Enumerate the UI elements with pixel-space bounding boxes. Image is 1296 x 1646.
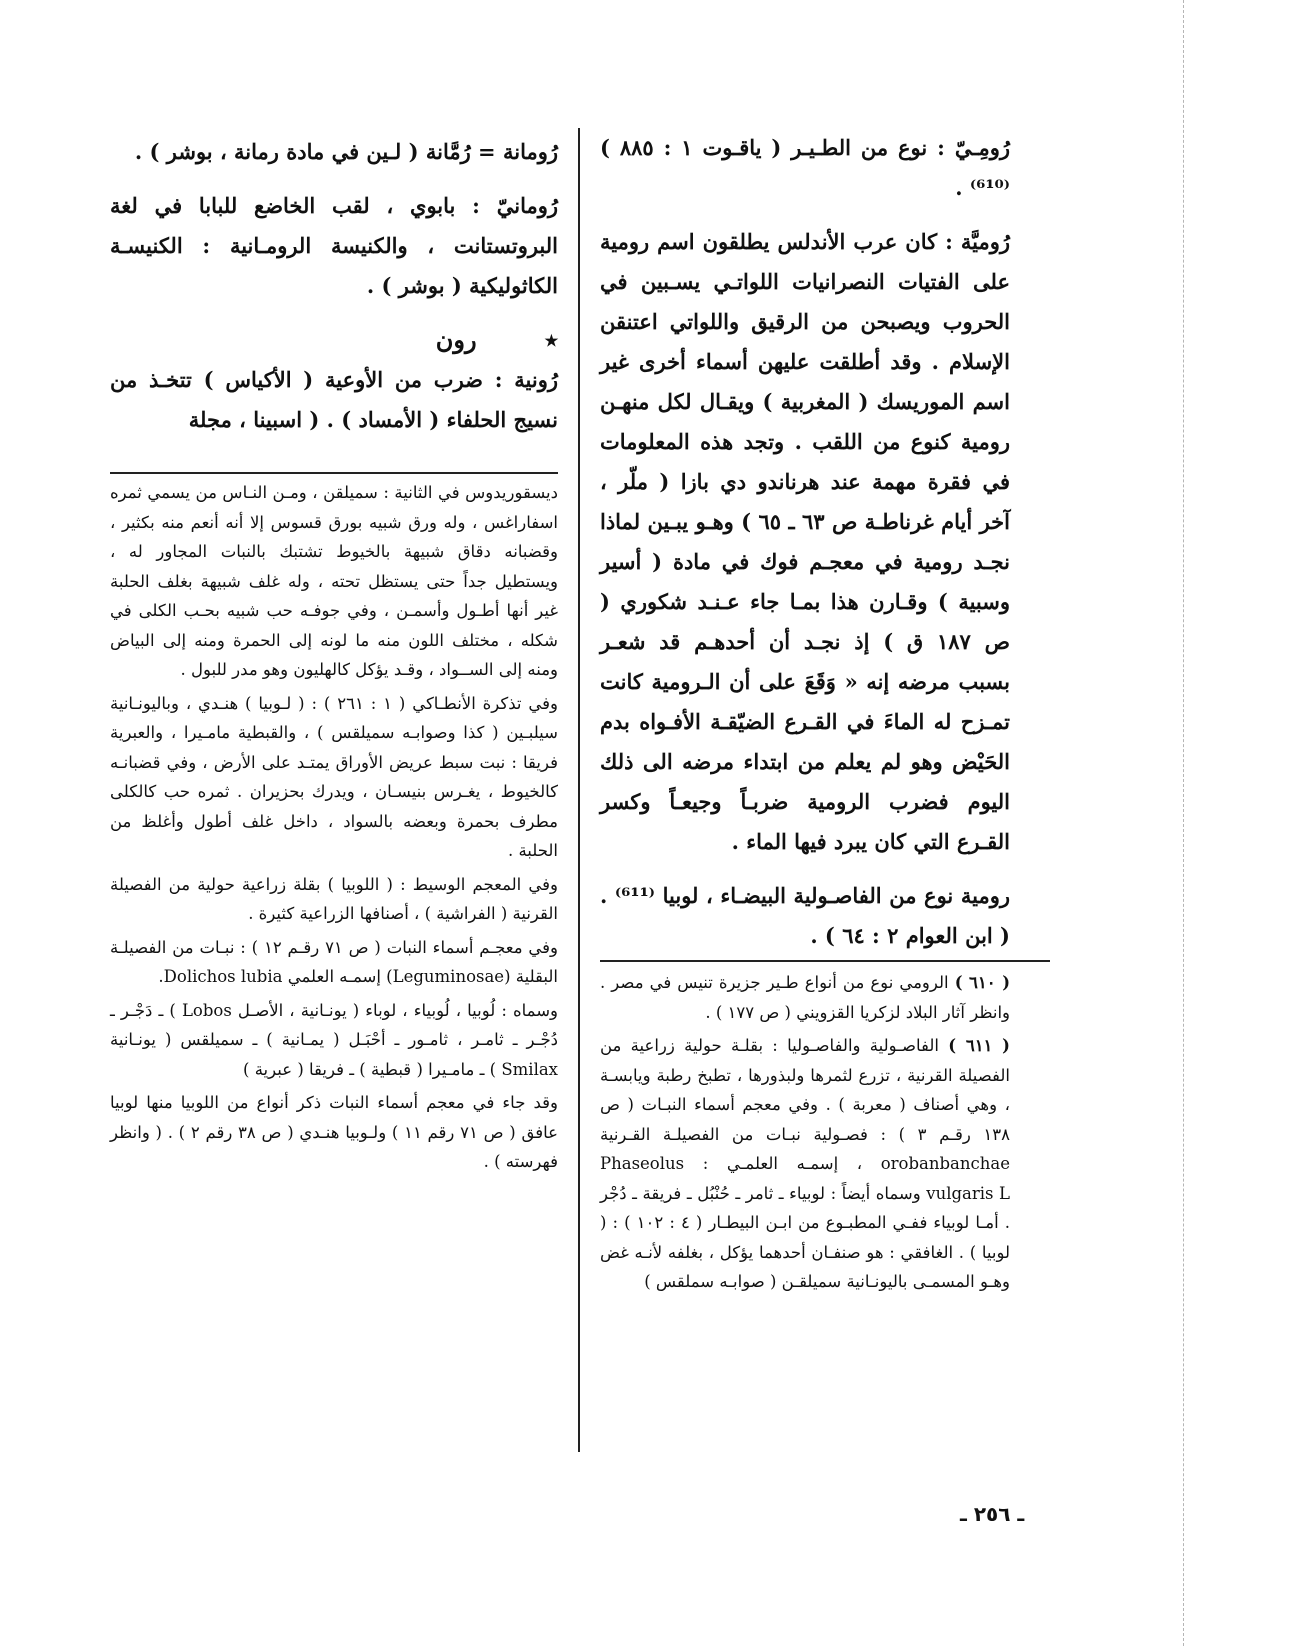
- entry-rumi: رُومِـيّ : نوع من الطـيـر ( ياقـوت ١ : ٨٨٥ ) ⁽⁶¹⁰⁾ .: [600, 135, 1011, 200]
- left-column-main: [110, 132, 558, 454]
- entry-rumani: رُومانيّ : بابوي ، لقب الخاضع للبابا في لغة البروتستانت ، والكنيسة الرومـانية : الكنيسـة الكاثوليكية ( بوشر ) .: [110, 193, 558, 298]
- footnote-number: ( ٦١٠ ): [954, 973, 1010, 992]
- footnote-611: [600, 1031, 1010, 1297]
- entry-rumana: رُومانة = رُمَّانة ( لـين في مادة رمانة ، بوشر ) .: [134, 139, 558, 164]
- note-paragraph: وقد جاء في معجم أسماء النبات ذكر أنواع من اللوبيا منها لوبيا عافق ( ص ٧١ رقم ١١ ) ولـوبيا هنـدي ( ص ٣٨ رقم ٢ ) . ( وانظر فهرسته ) .: [110, 1093, 558, 1171]
- asterisk-icon: ٭: [544, 325, 558, 354]
- left-footnote-rule: [110, 472, 558, 474]
- right-footnote-rule: [600, 960, 1050, 962]
- footnote-text: الفاصـولية والفاصـوليا : بقلـة حولية زراعية من الفصيلة القرنية ، تزرع لثمرها ولبذورها ، تطبخ رطبة ويابسـة ، وهي أصناف ( معربة ) . وفي معجم أسماء النبـات ( ص ١٣٨ رقـم ٣ ) : فصـولية نبـات من الفصيلـة القـرنية orobanbanchae ، إسمـه العلمـي : Phaseolus vulgaris L وسماه أيضاً : لوبياء ـ ثامر ـ حُنْبُل ـ فريقة ـ دُجْر . أمـا لوبياء ففـي المطبـوع من ابـن البيطـار ( ٤ : ١٠٢ ) : ( لوبيا ) . الغافقي : هو صنفـان أحدهما يؤكل ، بغلفه لأنـه غض وهـو المسمـى باليونـانية سميلقـن ( صوابـه سملقس ): [600, 1036, 1011, 1291]
- note-paragraph: وفي معجـم أسماء النبات ( ص ٧١ رقـم ١٢ ) : نبـات من الفصيلـة البقلية (Leguminosae) إسمـه العلمي Dolichos lubia.: [110, 937, 558, 986]
- footnote-number: ( ٦١١ ): [948, 1036, 1010, 1055]
- footnote-text: الرومي نوع من أنواع طـير جزيرة تنيس في مصر . وانظر آثار البلاد لزكريا القزويني ( ص ١٧٧ ) .: [600, 973, 1010, 1022]
- note-paragraph: ديسقوريدوس في الثانية : سميلقن ، ومـن النـاس من يسمي ثمره اسفاراغس ، وله ورق شبيه بورق قسوس إلا أنه أنعم منه بكثير ، وقضبانه دقاق شبيهة بالخيوط تشتبك بالنبات المجاور له ، ويستطيل جداً حتى يستظل تحته ، وله غلف شبيهة بغلف الحلبة غير أنها أطـول وأسمـن ، وفي جوفـه حب شبيه بحـب الكلى في شكله ، مختلف اللون منه ما لونه إلى الحمرة ومنه إلى البياض ومنه إلى الســواد ، وقـد يؤكل كالهليون وهو مدر للبول .: [110, 483, 558, 679]
- note-paragraph: وفي تذكرة الأنطـاكي ( ١ : ٢٦١ ) : ( لـوبيا ) هنـدي ، وباليونـانية سيلبـين ( كذا وصوابـه سميلقس ) ، والقبطية مامـيرا ، والعبرية فريقا : نبت سبط عريض الأوراق يمتـد على الأرض ، وفي قضبانـه كالخيوط ، يغـرس بنيسـان ، ويدرك بحزيران . ثمره حب كالكلى مطرف بحمرة وبعضه بالسواد ، داخل غلف أطول وأغلظ من الحلبة .: [110, 693, 558, 860]
- root-heading: [110, 320, 558, 360]
- root-heading-text: رون: [435, 325, 477, 354]
- column-divider: [578, 128, 580, 1452]
- entry-rumiyya: رُوميَّة : كان عرب الأندلس يطلقون اسم رومية على الفتيات النصرانيات اللواتـي يسـبين في الحروب ويصبحن من الرقيق واللواتي اعتنقن الإسلام . وقد أطلقت عليهن أسماء أخرى غير اسم الموريسك ( المغربية ) ويقـال لكل منهـن رومية كنوع من اللقب . وتجد هذه المعلومات في فقرة مهمة عند هرناندو دي بازا ( ملّر ، آخر أيام غرناطـة ص ٦٣ ـ ٦٥ ) وهـو يبـين لماذا نجـد رومية في معجـم فوك في مادة ( أسير وسبية ) وقـارن هذا بمـا جاء عـنـد شكوري ( ص ١٨٧ ق ) إذ نجـد أن أحدهـم قد شعـر بسبب مرضه إنه « وَقَعَ على أن الـرومية كانت تمـزح له الماءَ في القـرع الضيّقـة الأفـواه بدم الحَيْض وهو لم يعلم من ابتداء مرضه الى ذلك اليوم فضرب الرومية ضربـاً وجيعـاً وكسر القـرع التي كان يبرد فيها الماء .: [600, 229, 1011, 854]
- right-column-main: [600, 128, 1010, 970]
- page-number: ـ ٢٥٦ ـ: [960, 1502, 1025, 1526]
- note-paragraph: وفي المعجم الوسيط : ( اللوبيا ) بقلة زراعية حولية من الفصيلة القرنية ( الفراشية ) ، أصنافها الزراعية كثيرة .: [110, 874, 558, 923]
- note-paragraph: وسماه : لُوبيا ، لُوبياء ، لوباء ( يونـانية ، الأصـل Lobos ) ـ دَجْـر ـ دُجْـر ـ ثامـر ، ثامـور ـ أحْبَـل ( يمـانية ) ـ سميلقس ( يونـانية Smilax ) ـ مامـيرا ( قبطية ) ـ فريقا ( عبرية ): [110, 1000, 559, 1079]
- page-edge-line: [1183, 0, 1184, 1646]
- footnote-610: [600, 968, 1010, 1027]
- left-column-notes: [110, 478, 558, 1181]
- entry-rumiyya-bean: رومية نوع من الفاصـولية البيضـاء ، لوبيا ⁽⁶¹¹⁾ . ( ابن العوام ٢ : ٦٤ ) .: [600, 883, 1010, 948]
- right-column-footnotes: [600, 968, 1010, 1301]
- entry-runiyya: رُونية : ضرب من الأوعية ( الأكياس ) تتخـذ من نسيج الحلفاء ( الأمساد ) . ( اسبينا ، مجلة: [110, 367, 558, 432]
